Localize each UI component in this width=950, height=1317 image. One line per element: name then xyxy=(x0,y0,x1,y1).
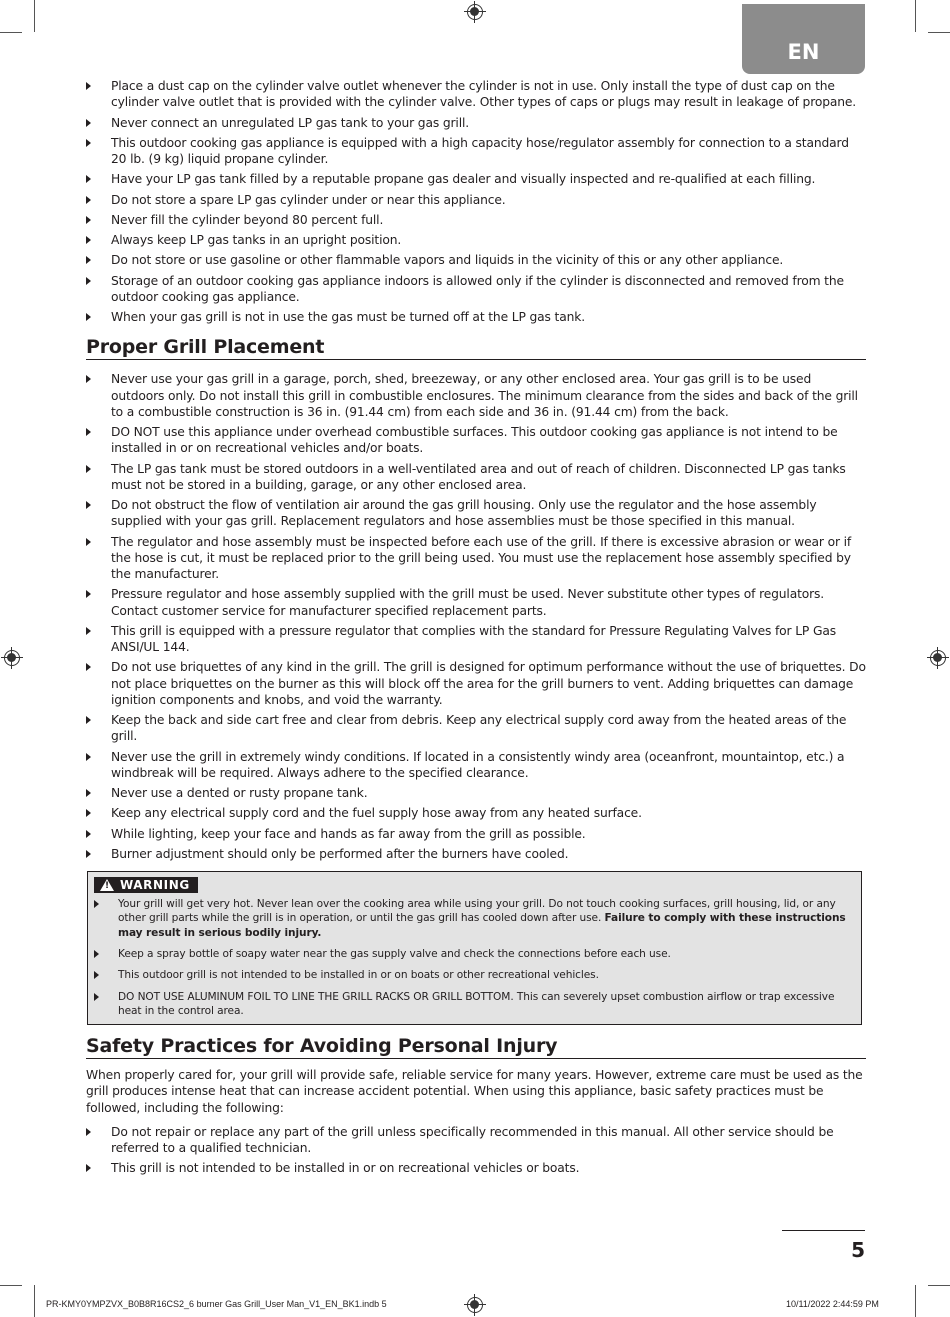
registration-mark-icon xyxy=(930,650,946,666)
crop-mark xyxy=(928,32,950,33)
print-slug-file: PR-KMY0YMPZVX_B0B8R16CS2_6 burner Gas Grill_User Man_V1_EN_BK1.indb 5 xyxy=(46,1299,387,1309)
list-item: Do not repair or replace any part of the grill unless specifically recommended in this manual. All other service should be referred to a qualified technician. xyxy=(86,1124,866,1156)
intro-paragraph: When properly cared for, your grill will provide safe, reliable service for many years. However, extreme care must be used as the grill produces intense heat that can increase accident potential. When using this appliance, basic safety practices must be followed, including the following: xyxy=(86,1068,863,1115)
warning-list xyxy=(94,897,853,1018)
list-item: Keep the back and side cart free and clear from debris. Keep any electrical supply cord away from the heated areas of the grill. xyxy=(86,712,866,744)
crop-mark xyxy=(915,0,916,32)
list-item: Place a dust cap on the cylinder valve outlet whenever the cylinder is not in use. Only install the type of dust cap on the cylinder valve outlet that is provided with the cylinder valve. Other types of caps or plugs may result in leakage of propane. xyxy=(86,78,866,110)
list-item: This outdoor cooking gas appliance is equipped with a high capacity hose/regulator assembly for connection to a standard 20 lb. (9 kg) liquid propane cylinder. xyxy=(86,135,866,167)
crop-mark xyxy=(915,1285,916,1317)
list-item: Burner adjustment should only be performed after the burners have cooled. xyxy=(86,846,866,862)
list-item: Storage of an outdoor cooking gas appliance indoors is allowed only if the cylinder is disconnected and removed from the outdoor cooking gas appliance. xyxy=(86,273,866,305)
list-item: This grill is not intended to be installed in or on recreational vehicles or boats. xyxy=(86,1160,866,1176)
section-safety-practices xyxy=(86,1035,866,1176)
list-item: When your gas grill is not in use the gas must be turned off at the LP gas tank. xyxy=(86,309,866,325)
list-item: Never use your gas grill in a garage, porch, shed, breezeway, or any other enclosed area. Your gas grill is to be used outdoors only. Do not install this grill in combustible enclosures. The minimum clearance from the sides and back of the grill to a combustible construction is 36 in. (91.44 cm) from each side and 36 in. (91.44 cm) from the back. xyxy=(86,371,866,420)
list-item: This outdoor grill is not intended to be installed in or on boats or other recreational vehicles. xyxy=(94,968,853,982)
list-item: Keep a spray bottle of soapy water near the gas supply valve and check the connections before each use. xyxy=(94,947,853,961)
bullet-list-placement xyxy=(86,371,866,862)
list-item: Do not obstruct the flow of ventilation air around the gas grill housing. Only use the regulator and the hose assembly supplied with your gas grill. Replacement regulators and hose assemblies must be those specified in this manual. xyxy=(86,497,866,529)
language-tab: EN xyxy=(742,4,865,74)
crop-mark xyxy=(928,1285,950,1286)
registration-mark-icon xyxy=(467,1297,483,1313)
list-item: Do not use briquettes of any kind in the grill. The grill is designed for optimum performance without the use of briquettes. Do not place briquettes on the burner as this will block off the area for the grill burners to vent. Adding briquettes can damage ignition components and knobs, and void the warranty. xyxy=(86,659,866,708)
bullet-list-safety xyxy=(86,1124,866,1177)
list-item: While lighting, keep your face and hands as far away from the grill as possible. xyxy=(86,826,866,842)
list-item: Always keep LP gas tanks in an upright position. xyxy=(86,232,866,248)
crop-mark xyxy=(0,32,22,33)
crop-mark xyxy=(0,1285,22,1286)
list-item: DO NOT USE ALUMINUM FOIL TO LINE THE GRILL RACKS OR GRILL BOTTOM. This can severely upset combustion airflow or trap excessive heat in the control area. xyxy=(94,990,853,1019)
print-slug-date: 10/11/2022 2:44:59 PM xyxy=(786,1299,879,1309)
list-item: Never connect an unregulated LP gas tank to your gas grill. xyxy=(86,115,866,131)
list-item: Never use a dented or rusty propane tank. xyxy=(86,785,866,801)
section-title: Safety Practices for Avoiding Personal Injury xyxy=(86,1035,866,1059)
list-item: Keep any electrical supply cord and the fuel supply hose away from any heated surface. xyxy=(86,805,866,821)
list-item: The regulator and hose assembly must be inspected before each use of the grill. If there is excessive abrasion or wear or if the hose is cut, it must be replaced prior to the grill being used. You must use the replacement hose assembly specified by the manufacturer. xyxy=(86,534,866,583)
list-item: The LP gas tank must be stored outdoors in a well-ventilated area and out of reach of children. Disconnected LP gas tanks must not be stored in a building, garage, or any other enclosed area. xyxy=(86,461,866,493)
warning-label: WARNING xyxy=(120,878,190,893)
list-item: Do not store a spare LP gas cylinder under or near this appliance. xyxy=(86,192,866,208)
list-item: Never fill the cylinder beyond 80 percent full. xyxy=(86,212,866,228)
list-item: Pressure regulator and hose assembly supplied with the grill must be used. Never substitute other types of regulators. Contact customer service for manufacturer specified replacement parts. xyxy=(86,586,866,618)
warning-emphasis: Failure to comply with these instructions may result in serious bodily injury. xyxy=(118,912,846,939)
registration-mark-icon xyxy=(467,4,483,20)
section-title: Proper Grill Placement xyxy=(86,336,866,360)
registration-mark-icon xyxy=(4,650,20,666)
page-number: 5 xyxy=(851,1238,865,1262)
list-item: Never use the grill in extremely windy conditions. If located in a consistently windy area (oceanfront, mountaintop, etc.) a windbreak will be required. Always adhere to the specified clearance. xyxy=(86,749,866,781)
list-item: Have your LP gas tank filled by a reputable propane gas dealer and visually inspected and re-qualified at each filling. xyxy=(86,171,866,187)
page-content xyxy=(86,78,866,1181)
warning-badge xyxy=(94,877,198,893)
crop-mark xyxy=(34,1285,35,1317)
list-item: This grill is equipped with a pressure regulator that complies with the standard for Pressure Regulating Valves for LP Gas ANSI/UL 144. xyxy=(86,623,866,655)
bullet-list-gas-tank xyxy=(86,78,866,325)
section-grill-placement xyxy=(86,336,866,862)
list-item xyxy=(94,897,853,940)
warning-triangle-icon: ! xyxy=(100,879,114,891)
warning-text: Your grill will get very hot. Never lean over the cooking area while using your grill. Do not touch cooking surfaces, grill housing, lid, or any other grill parts while the grill is in operation, or until the gas grill has cooled down after use. xyxy=(118,898,836,925)
crop-mark xyxy=(34,0,35,32)
list-item: DO NOT use this appliance under overhead combustible surfaces. This outdoor cooking gas appliance is not intend to be installed in or on recreational vehicles and/or boats. xyxy=(86,424,866,456)
page-number-rule xyxy=(782,1230,865,1231)
list-item: Do not store or use gasoline or other flammable vapors and liquids in the vicinity of this or any other appliance. xyxy=(86,252,866,268)
warning-box xyxy=(87,871,862,1025)
